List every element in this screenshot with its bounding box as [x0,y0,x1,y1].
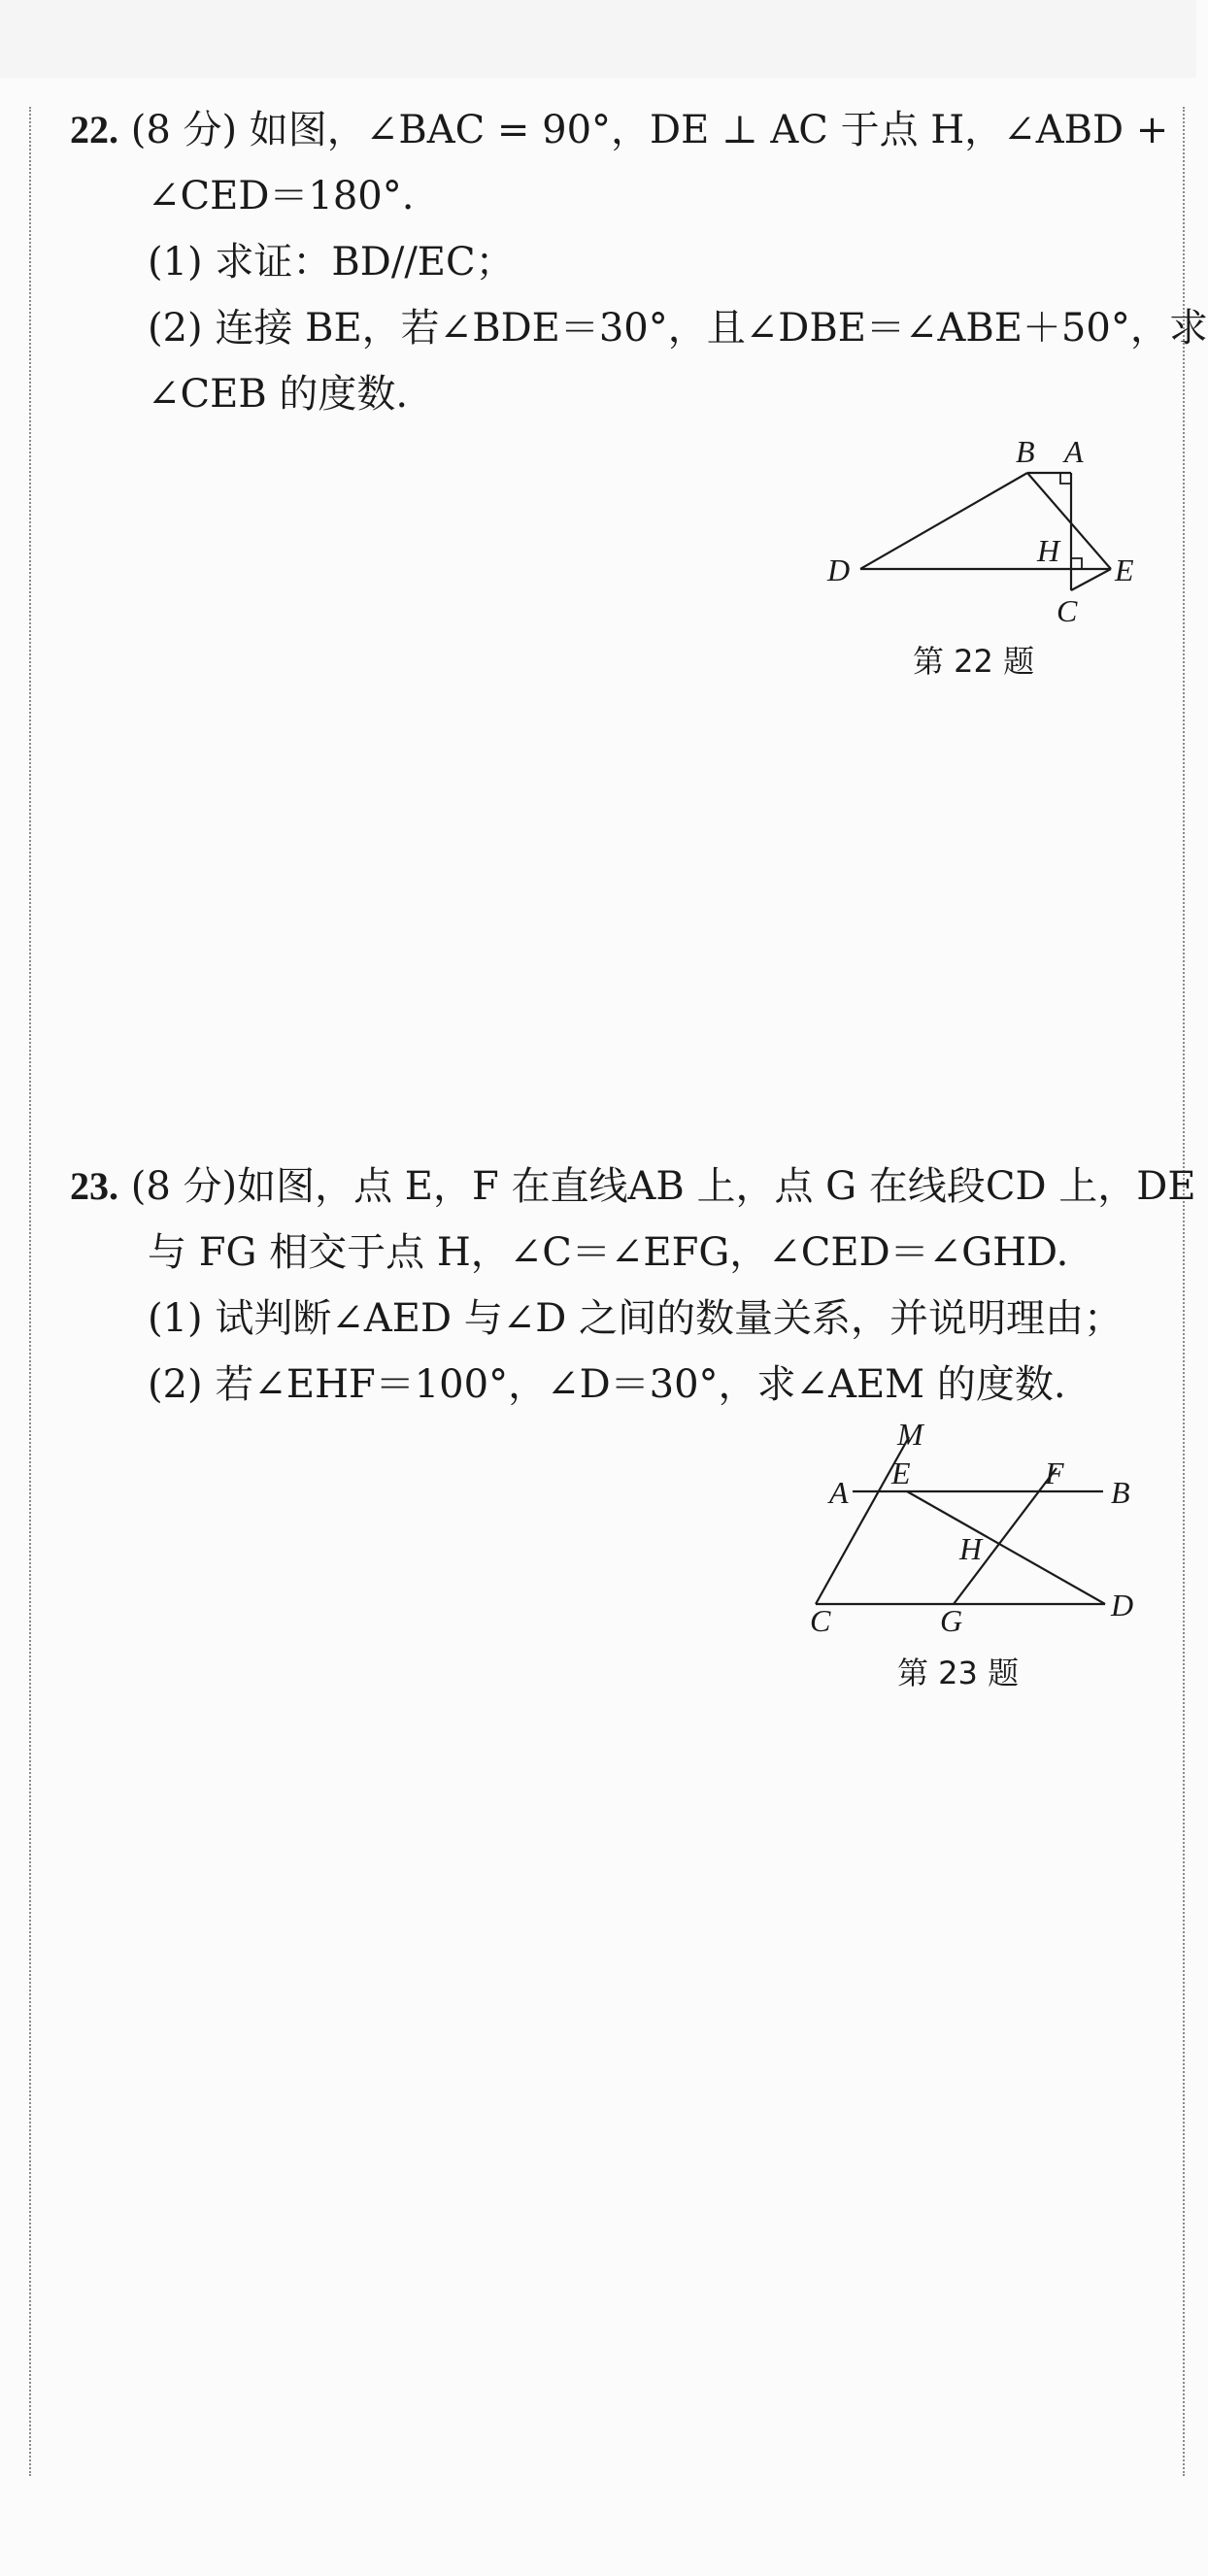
problem-22-number: 22. [70,108,118,151]
fig22-label-E: E [1115,552,1134,587]
problem-23-part-1: (1) 试判断∠AED 与∠D 之间的数量关系，并说明理由； [148,1296,1124,1341]
right-dotted-margin [1183,107,1185,2476]
figure-23-diagram [810,1417,1146,1647]
fig23-label-F: F [1045,1455,1064,1490]
figure-23 [810,1417,1146,1651]
fig22-label-H: H [1037,533,1060,568]
problem-23-line-1 [70,1154,1196,1220]
problem-23-line-2: 与 FG 相交于点 H，∠C＝∠EFG，∠CED＝∠GHD. [148,1230,1069,1275]
problem-23 [70,1154,1196,1418]
problem-23-part-2: (2) 若∠EHF＝100°，∠D＝30°，求∠AEM 的度数. [148,1362,1066,1407]
fig23-label-A: A [829,1475,849,1510]
problem-22-part-2: (2) 连接 BE，若∠BDE＝30°，且∠DBE＝∠ABE＋50°，求 [148,306,1208,351]
figure-22-diagram [816,427,1146,641]
fig22-label-B: B [1016,434,1035,469]
fig22-right-angle-H [1071,558,1082,569]
problem-22 [70,97,1208,427]
fig23-label-B: B [1111,1475,1130,1510]
fig22-label-D: D [827,552,851,587]
figure-22 [816,427,1146,645]
fig23-label-M: M [897,1417,923,1452]
fig22-segment-DB [860,473,1027,569]
page-top-band [0,0,1196,78]
problem-22-part-1: (1) 求证：BD//EC； [148,240,515,284]
problem-22-text-1: (8 分) 如图，∠BAC = 90°，DE ⊥ AC 于点 H，∠ABD + [130,108,1169,152]
problem-23-number: 23. [70,1164,118,1208]
fig23-label-E: E [891,1455,911,1490]
fig23-label-H: H [959,1531,983,1566]
fig23-label-D: D [1111,1588,1134,1623]
problem-22-line-1 [70,97,1169,163]
fig23-label-C: C [810,1603,831,1638]
fig23-segment-ED [907,1491,1105,1604]
problem-23-text-1: (8 分)如图，点 E，F 在直线AB 上，点 G 在线段CD 上，DE [130,1164,1196,1209]
fig22-segment-CE [1071,569,1111,590]
fig23-label-G: G [940,1603,963,1638]
left-dotted-margin [29,107,31,2476]
problem-22-part-2-cont: ∠CEB 的度数. [148,372,409,417]
figure-22-caption: 第 22 题 [913,643,1035,680]
problem-22-line-2: ∠CED＝180°. [148,174,415,218]
fig22-right-angle-A [1060,473,1071,484]
figure-23-caption: 第 23 题 [897,1655,1020,1691]
fig22-label-C: C [1057,593,1078,628]
fig22-label-A: A [1064,434,1084,469]
